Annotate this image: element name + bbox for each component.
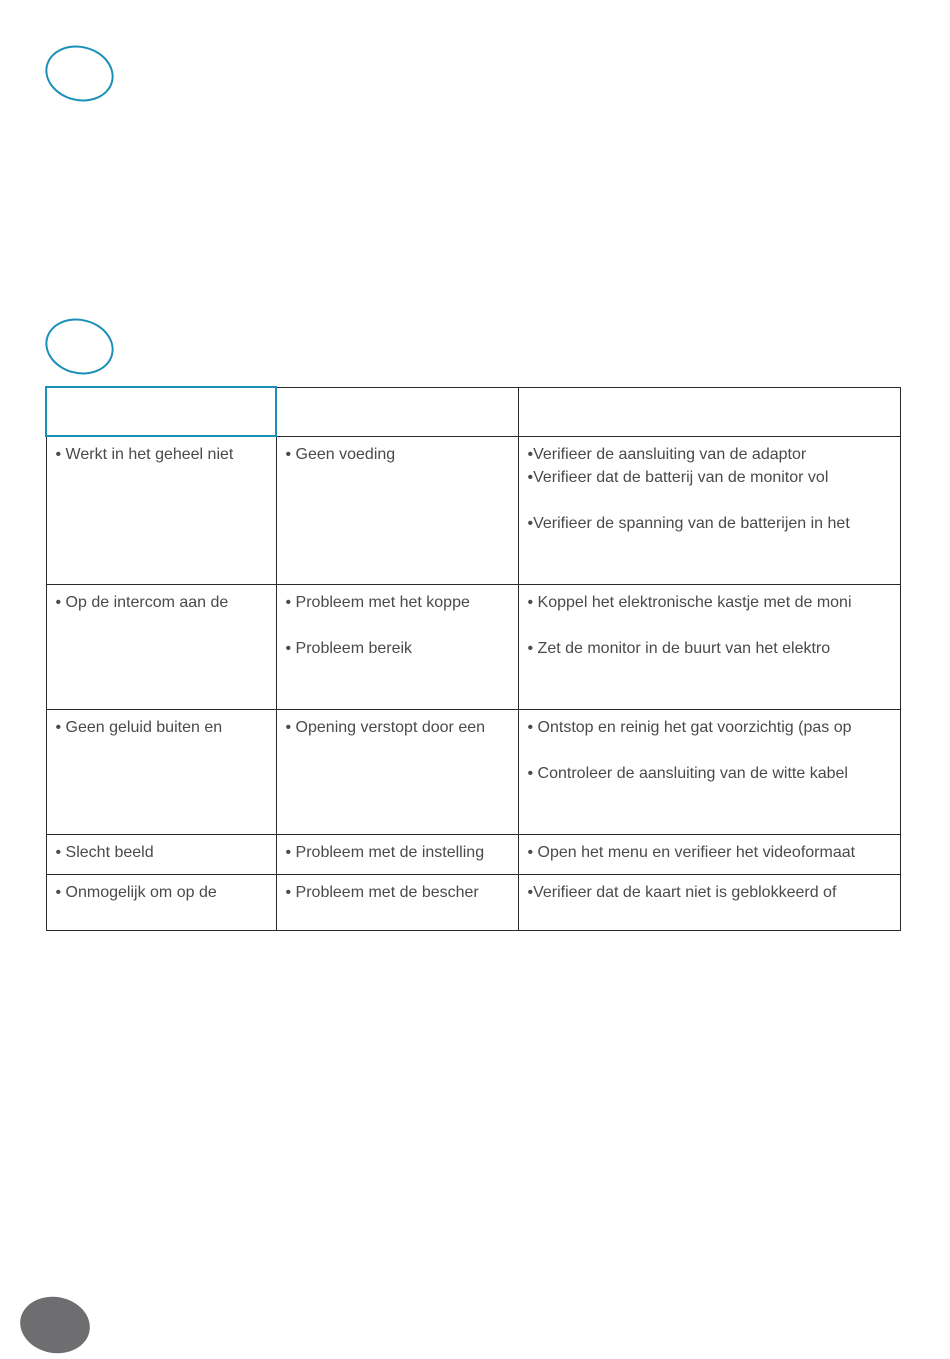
cause-text: • Geen voeding: [285, 445, 396, 463]
section-marker-circle-1: [39, 38, 119, 108]
table-row: [46, 584, 900, 709]
cause-text: • Opening verstopt door een: [285, 718, 486, 736]
line-gap: [286, 614, 510, 637]
symptom-text: • Op de intercom aan de: [55, 593, 229, 611]
cause-text: • Probleem met de instelling: [285, 843, 485, 861]
cause-cell: [276, 436, 518, 584]
solution-text: • Ontstop en reinig het gat voorzichtig (pas op: [527, 718, 852, 736]
solution-cell: [518, 834, 900, 874]
cause-cell: [276, 709, 518, 834]
table-row: [46, 874, 900, 930]
solution-cell: [518, 874, 900, 930]
header-cell-solution: [518, 387, 900, 436]
solution-text: •Verifieer de aansluiting van de adaptor: [527, 445, 807, 463]
cause-cell: [276, 584, 518, 709]
cause-text: • Probleem met de bescher: [285, 883, 479, 901]
symptom-cell: [46, 834, 276, 874]
header-cell-symptom: [46, 387, 276, 436]
line-gap: [528, 739, 892, 762]
solution-text: • Controleer de aansluiting van de witte kabel: [527, 764, 848, 782]
solution-cell: [518, 709, 900, 834]
solution-cell: [518, 584, 900, 709]
troubleshooting-table: [45, 386, 901, 931]
cause-text: • Probleem met het koppe: [285, 593, 470, 611]
symptom-text: • Geen geluid buiten en: [55, 718, 223, 736]
cause-cell: [276, 834, 518, 874]
solution-text: • Zet de monitor in de buurt van het elektro: [527, 639, 831, 657]
symptom-cell: [46, 436, 276, 584]
solution-text: •Verifieer dat de batterij van de monitor vol: [527, 468, 829, 486]
table-header-row: [46, 387, 900, 436]
symptom-cell: [46, 874, 276, 930]
table-row: [46, 834, 900, 874]
solution-cell: [518, 436, 900, 584]
section-marker-circle-2: [39, 311, 119, 381]
page-number-badge: [16, 1291, 95, 1358]
cause-text: • Probleem bereik: [285, 639, 413, 657]
symptom-text: • Werkt in het geheel niet: [55, 446, 234, 463]
line-gap: [528, 489, 892, 512]
table-row: [46, 709, 900, 834]
symptom-cell: [46, 584, 276, 709]
table-row: [46, 436, 900, 584]
symptom-text: • Onmogelijk om op de: [55, 883, 217, 901]
symptom-cell: [46, 709, 276, 834]
solution-text: • Koppel het elektronische kastje met de moni: [527, 593, 852, 611]
solution-text: • Open het menu en verifieer het videoformaat: [527, 843, 856, 861]
header-cell-cause: [276, 387, 518, 436]
symptom-text: • Slecht beeld: [55, 843, 154, 861]
line-gap: [528, 614, 892, 637]
cause-cell: [276, 874, 518, 930]
solution-text: •Verifieer de spanning van de batterijen in het: [527, 514, 850, 532]
solution-text: •Verifieer dat de kaart niet is geblokkeerd of: [527, 883, 837, 901]
